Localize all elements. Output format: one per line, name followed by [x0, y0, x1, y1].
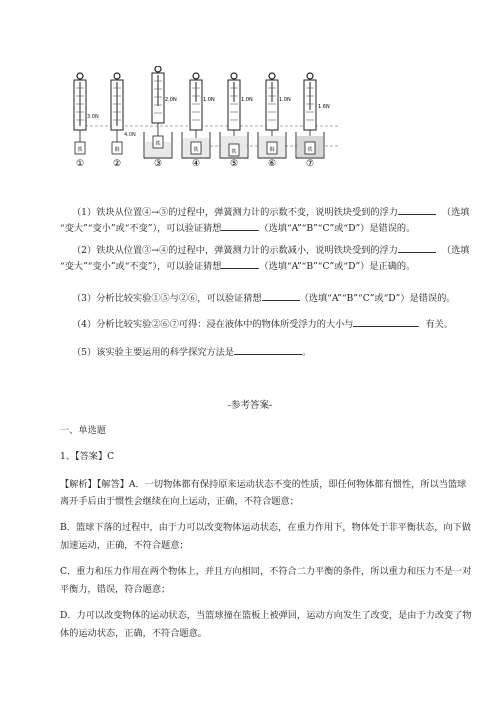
- scale-4: [182, 73, 215, 169]
- svg-text:1.0N: 1.0N: [241, 97, 253, 103]
- answer-item: 1、【答案】C: [60, 451, 115, 462]
- question-1-line-2: “变大”“变小”或“不变”），可以验证猜想 （选填“A”“B”“C”或“D”）是错误的。: [60, 220, 415, 235]
- question-5: （5）该实验主要运用的科学探究方法是 。: [72, 344, 311, 359]
- svg-text:铜: 铜: [114, 147, 120, 153]
- svg-text:铁: 铁: [231, 149, 237, 155]
- option-b-line: B．篮球下落的过程中，由于力可以改变物体运动状态，在重力作用下，物体处于非平衡状态，向下做: [60, 522, 471, 533]
- answer-blank[interactable]: [398, 204, 436, 215]
- svg-text:铁: 铁: [193, 147, 199, 153]
- answer-blank[interactable]: [234, 344, 302, 355]
- answer-blank[interactable]: [221, 220, 259, 231]
- option-d-line: D．力可以改变物体的运动状态，当篮球撞在篮板上被弹回，运动方向发生了改变，是由于力改变了物: [60, 610, 472, 621]
- answer-blank[interactable]: [262, 290, 300, 301]
- answer-blank[interactable]: [398, 242, 436, 253]
- scale-1: [74, 73, 99, 169]
- question-4: （4）分析比较实验②⑥⑦可得：浸在液体中的物体所受浮力的大小与 有关。: [72, 316, 453, 331]
- analysis-line: 【解析】【解答】A．一切物体都有保持原来运动状态不变的性质，即任何物体都有惯性，所以当篮球: [60, 479, 467, 490]
- question-3: （3）分析比较实验①⑤与②⑥，可以验证猜想 （选填“A”“B”“C”或“D”）是错误的。: [72, 290, 456, 305]
- svg-text:1.0N: 1.0N: [279, 97, 291, 103]
- svg-text:铜: 铜: [269, 147, 275, 153]
- answer-blank[interactable]: [353, 316, 419, 327]
- svg-text:⑤: ⑤: [229, 159, 239, 169]
- svg-text:⑦: ⑦: [305, 159, 315, 169]
- svg-text:铁: 铁: [155, 141, 161, 147]
- svg-text:铁: 铁: [77, 147, 83, 153]
- scale-2: [111, 73, 136, 169]
- answers-heading: -参考答案-: [227, 400, 273, 411]
- question-2-line-1: （2）铁块从位置③→④的过程中，弹簧测力计的示数减小，说明铁块受到的浮力 （选填: [72, 242, 469, 257]
- svg-text:③: ③: [153, 159, 163, 169]
- svg-text:3.0N: 3.0N: [87, 114, 99, 120]
- option-c-line: 平衡力，错误，符合题意；: [60, 584, 171, 595]
- option-b-line: 加速运动，正确，不符合题意；: [60, 540, 189, 551]
- scale-7: [296, 73, 330, 169]
- svg-text:4.0N: 4.0N: [124, 132, 136, 138]
- answer-blank[interactable]: [221, 258, 259, 269]
- option-d-line: 体的运动状态，正确，不符合题意。: [60, 628, 207, 639]
- svg-text:②: ②: [112, 159, 122, 169]
- scale-5: [220, 73, 253, 169]
- experiment-figure: [60, 66, 350, 196]
- section-title: 一、单选题: [60, 425, 106, 436]
- question-1-line-1: （1）铁块从位置④→⑤的过程中，弹簧测力计的示数不变，说明铁块受到的浮力 （选填: [72, 204, 469, 219]
- scale-3: [144, 66, 177, 169]
- svg-text:⑥: ⑥: [267, 159, 277, 169]
- question-2-line-2: “变大”“变小”或“不变”），可以验证猜想 （选填“A”“B”“C”或“D”）是正确的。: [60, 258, 415, 273]
- svg-text:④: ④: [191, 159, 201, 169]
- svg-text:①: ①: [75, 159, 85, 169]
- scale-6: [258, 73, 291, 169]
- analysis-line: 离开手后由于惯性会继续在向上运动，正确，不符合题意；: [60, 496, 299, 507]
- svg-text:铁: 铁: [307, 147, 313, 153]
- option-c-line: C．重力和压力作用在两个物体上，并且方向相同，不符合二力平衡的条件，所以重力和压力不是一对: [60, 566, 472, 577]
- svg-text:1.6N: 1.6N: [318, 104, 330, 110]
- svg-text:1.0N: 1.0N: [203, 97, 215, 103]
- svg-text:2.0N: 2.0N: [165, 97, 177, 103]
